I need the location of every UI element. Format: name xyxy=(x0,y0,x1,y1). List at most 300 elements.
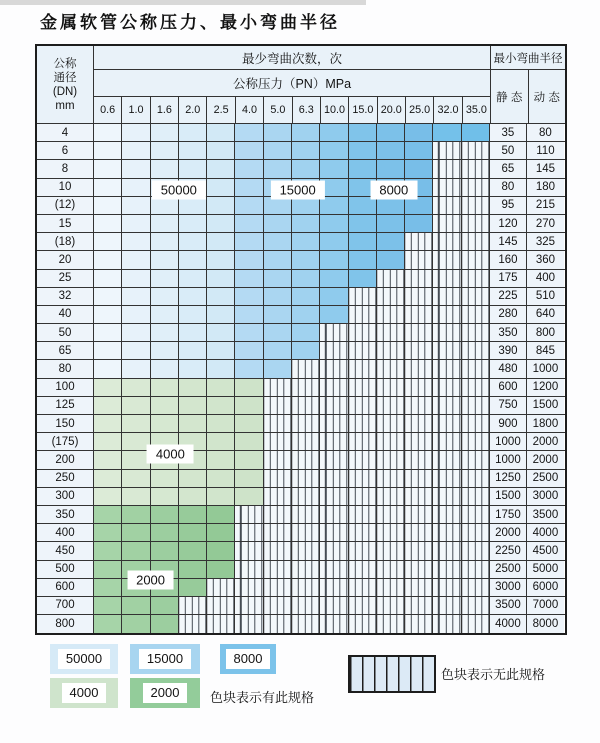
dynamic-value-cell: 1800 xyxy=(527,415,564,432)
dn-cell: 50 xyxy=(37,324,94,341)
pressure-cell xyxy=(235,124,263,141)
pressure-cell xyxy=(405,306,433,323)
dynamic-value-cell: 325 xyxy=(527,233,564,250)
pressure-cell xyxy=(94,397,122,414)
pressure-cell xyxy=(405,160,433,177)
pressure-cell xyxy=(349,142,377,159)
pressure-cell xyxy=(433,179,461,196)
static-value-cell: 80 xyxy=(490,179,527,196)
pressure-cell xyxy=(207,360,235,377)
pressure-cell xyxy=(179,233,207,250)
pressure-cell xyxy=(122,215,150,232)
pressure-cell xyxy=(94,379,122,396)
pressure-cell xyxy=(151,306,179,323)
pressure-cell xyxy=(207,233,235,250)
pressure-cell xyxy=(433,306,461,323)
pressure-cell xyxy=(433,360,461,377)
pressure-cell xyxy=(377,233,405,250)
table-row xyxy=(37,433,565,451)
dynamic-value-cell: 270 xyxy=(527,215,564,232)
top-window-strip xyxy=(0,0,366,5)
table-row xyxy=(37,415,565,433)
pressure-cell xyxy=(235,342,263,359)
pressure-column-header: 35.0 xyxy=(465,104,487,116)
pressure-cell xyxy=(405,615,433,633)
pressure-cell xyxy=(151,251,179,268)
pressure-cell xyxy=(264,524,292,541)
pressure-cell xyxy=(405,524,433,541)
pressure-cell xyxy=(264,415,292,432)
pressure-cell xyxy=(320,124,348,141)
pressure-cell xyxy=(122,179,150,196)
dynamic-value-cell: 400 xyxy=(527,270,564,287)
pressure-column-header: 15.0 xyxy=(349,97,377,123)
pressure-cell xyxy=(377,506,405,523)
dynamic-value-cell: 640 xyxy=(527,306,564,323)
pressure-cell xyxy=(94,324,122,341)
pressure-cell xyxy=(235,579,263,596)
pressure-cell xyxy=(122,506,150,523)
pressure-cell xyxy=(377,379,405,396)
pressure-cell xyxy=(264,506,292,523)
pressure-cell xyxy=(207,270,235,287)
legend-swatch xyxy=(50,678,118,708)
pressure-cell xyxy=(122,397,150,414)
table-row xyxy=(37,506,565,524)
table-row xyxy=(37,360,565,378)
pressure-cell xyxy=(349,306,377,323)
static-value-cell: 280 xyxy=(490,306,527,323)
pressure-column-header: 2.5 xyxy=(207,97,235,123)
pressure-cell xyxy=(349,561,377,578)
static-value-cell: 480 xyxy=(490,360,527,377)
dynamic-value-cell: 800 xyxy=(527,324,564,341)
pressure-cell xyxy=(179,615,207,633)
legend-swatch-value: 8000 xyxy=(226,649,271,669)
pressure-cell xyxy=(122,160,150,177)
pressure-cell xyxy=(405,470,433,487)
pressure-cell xyxy=(235,142,263,159)
pressure-cell xyxy=(151,524,179,541)
pressure-cell xyxy=(151,215,179,232)
pressure-cell xyxy=(320,561,348,578)
pressure-column-header: 25.0 xyxy=(406,97,434,123)
dynamic-value-cell: 110 xyxy=(527,142,564,159)
static-value-cell: 1500 xyxy=(490,488,527,505)
legend-swatch xyxy=(50,644,118,674)
table-row xyxy=(37,306,565,324)
pressure-cell xyxy=(377,488,405,505)
table-row xyxy=(37,579,565,597)
static-value-cell: 160 xyxy=(490,251,527,268)
pressure-cell xyxy=(151,470,179,487)
pressure-cell xyxy=(462,142,490,159)
pressure-cell xyxy=(235,197,263,214)
dn-cell: 350 xyxy=(37,506,94,523)
header-dn-line: mm xyxy=(55,99,75,112)
pressure-cell xyxy=(207,488,235,505)
pressure-cell xyxy=(151,342,179,359)
pressure-cell xyxy=(349,251,377,268)
dn-cell: 25 xyxy=(37,270,94,287)
pressure-cell xyxy=(292,524,320,541)
pressure-cell xyxy=(94,124,122,141)
pressure-cell xyxy=(94,561,122,578)
pressure-cell xyxy=(207,179,235,196)
legend-swatch-value: 2000 xyxy=(143,683,188,703)
legend-swatch xyxy=(130,644,200,674)
pressure-cell xyxy=(235,215,263,232)
pressure-cell xyxy=(462,470,490,487)
pressure-cell xyxy=(433,197,461,214)
pressure-cell xyxy=(264,397,292,414)
pressure-cell xyxy=(94,542,122,559)
pressure-cell xyxy=(207,415,235,432)
pressure-cell xyxy=(433,342,461,359)
pressure-cell xyxy=(207,433,235,450)
legend-has-spec-text: 色块表示有此规格 xyxy=(210,690,315,705)
header-dn xyxy=(37,46,94,123)
pressure-cell xyxy=(264,288,292,305)
table-row xyxy=(37,160,565,178)
header-dn-line: 通径 xyxy=(53,71,77,84)
pressure-cell xyxy=(405,324,433,341)
pressure-cell xyxy=(207,542,235,559)
zone-label: 8000 xyxy=(370,181,417,200)
pressure-column-header: 4.0 xyxy=(236,97,264,123)
pressure-cell xyxy=(264,379,292,396)
pressure-cell xyxy=(94,615,122,633)
pressure-cell xyxy=(94,342,122,359)
pressure-cell xyxy=(433,415,461,432)
pressure-cell xyxy=(433,251,461,268)
pressure-cell xyxy=(235,542,263,559)
page-title: 金属软管公称压力、最小弯曲半径 xyxy=(40,13,340,33)
pressure-cell xyxy=(264,451,292,468)
static-value-cell: 4000 xyxy=(490,615,527,633)
dynamic-value-cell: 845 xyxy=(527,342,564,359)
static-value-cell: 350 xyxy=(490,324,527,341)
pressure-cell xyxy=(320,451,348,468)
pressure-cell xyxy=(405,379,433,396)
pressure-cell xyxy=(320,415,348,432)
pressure-cell xyxy=(405,542,433,559)
pressure-cell xyxy=(94,233,122,250)
dn-cell: 150 xyxy=(37,415,94,432)
pressure-cell xyxy=(94,488,122,505)
pressure-cell xyxy=(433,506,461,523)
pressure-cell xyxy=(292,488,320,505)
table-row xyxy=(37,124,565,142)
pressure-cell xyxy=(235,488,263,505)
pressure-cell xyxy=(94,506,122,523)
pressure-cell xyxy=(433,451,461,468)
pressure-cell xyxy=(433,524,461,541)
pressure-cell xyxy=(405,288,433,305)
pressure-cell xyxy=(405,488,433,505)
dynamic-value-cell: 215 xyxy=(527,197,564,214)
pressure-cell xyxy=(207,306,235,323)
pressure-cell xyxy=(151,160,179,177)
pressure-cell xyxy=(264,270,292,287)
header-middle xyxy=(94,46,491,123)
pressure-cell xyxy=(207,451,235,468)
pressure-cell xyxy=(377,579,405,596)
pressure-cell xyxy=(264,615,292,633)
pressure-cell xyxy=(320,379,348,396)
table-body xyxy=(37,124,565,633)
pressure-cell xyxy=(377,397,405,414)
pressure-cell xyxy=(462,579,490,596)
pressure-cell xyxy=(151,270,179,287)
pressure-cell xyxy=(349,470,377,487)
pressure-cell xyxy=(462,233,490,250)
pressure-cell xyxy=(462,270,490,287)
pressure-cell xyxy=(292,342,320,359)
pressure-cell xyxy=(235,506,263,523)
pressure-cell xyxy=(462,488,490,505)
pressure-cell xyxy=(462,433,490,450)
table-row xyxy=(37,379,565,397)
pressure-cell xyxy=(179,597,207,614)
pressure-cell xyxy=(122,360,150,377)
static-value-cell: 95 xyxy=(490,197,527,214)
pressure-cell xyxy=(207,397,235,414)
dynamic-value-cell: 360 xyxy=(527,251,564,268)
dn-cell: 700 xyxy=(37,597,94,614)
pressure-cell xyxy=(462,615,490,633)
pressure-cell xyxy=(122,270,150,287)
static-value-cell: 1750 xyxy=(490,506,527,523)
pressure-cell xyxy=(122,597,150,614)
dynamic-value-cell: 2000 xyxy=(527,451,564,468)
pressure-column-header: 5.0 xyxy=(264,97,292,123)
pressure-cell xyxy=(264,342,292,359)
pressure-cell xyxy=(320,397,348,414)
pressure-cell xyxy=(264,360,292,377)
pressure-cell xyxy=(377,160,405,177)
pressure-cell xyxy=(292,270,320,287)
pressure-cell xyxy=(292,597,320,614)
pressure-cell xyxy=(462,215,490,232)
pressure-cell xyxy=(235,561,263,578)
pressure-cell xyxy=(377,524,405,541)
pressure-column-header: 20.0 xyxy=(378,97,406,123)
pressure-cell xyxy=(462,251,490,268)
pressure-cell xyxy=(179,360,207,377)
dynamic-value-cell: 7000 xyxy=(527,597,564,614)
table-row xyxy=(37,542,565,560)
pressure-cell xyxy=(377,542,405,559)
pressure-cell xyxy=(433,233,461,250)
pressure-cell xyxy=(433,470,461,487)
zone-label: 4000 xyxy=(147,445,194,464)
pressure-cell xyxy=(264,542,292,559)
pressure-cell xyxy=(264,160,292,177)
pressure-cell xyxy=(349,288,377,305)
pressure-cell xyxy=(292,360,320,377)
pressure-cell xyxy=(179,506,207,523)
dn-cell: (18) xyxy=(37,233,94,250)
pressure-cell xyxy=(151,597,179,614)
pressure-cell xyxy=(235,179,263,196)
static-value-cell: 1000 xyxy=(490,433,527,450)
table-row xyxy=(37,215,565,233)
pressure-cell xyxy=(377,324,405,341)
pressure-cell xyxy=(207,142,235,159)
static-value-cell: 225 xyxy=(490,288,527,305)
dynamic-value-cell: 3000 xyxy=(527,488,564,505)
pressure-cell xyxy=(377,288,405,305)
table-header xyxy=(37,46,565,124)
pressure-cell xyxy=(377,561,405,578)
pressure-cell xyxy=(94,597,122,614)
pressure-cell xyxy=(235,233,263,250)
pressure-cell xyxy=(349,415,377,432)
pressure-cell xyxy=(94,579,122,596)
pressure-cell xyxy=(292,160,320,177)
pressure-cell xyxy=(433,379,461,396)
pressure-cell xyxy=(235,524,263,541)
legend-no-spec-swatch xyxy=(348,655,436,693)
legend-swatch-value: 15000 xyxy=(139,649,191,669)
pressure-cell xyxy=(320,360,348,377)
pressure-cell xyxy=(179,470,207,487)
pressure-cell xyxy=(207,215,235,232)
pressure-cell xyxy=(349,397,377,414)
static-value-cell: 50 xyxy=(490,142,527,159)
pressure-cell xyxy=(292,215,320,232)
static-value-cell: 35 xyxy=(490,124,527,141)
table-row xyxy=(37,270,565,288)
dn-cell: 125 xyxy=(37,397,94,414)
pressure-cell xyxy=(94,251,122,268)
pressure-cell xyxy=(433,215,461,232)
pressure-cell xyxy=(235,397,263,414)
pressure-cell xyxy=(94,160,122,177)
pressure-cell xyxy=(179,561,207,578)
pressure-cell xyxy=(151,142,179,159)
pressure-cell xyxy=(292,542,320,559)
pressure-cell xyxy=(264,433,292,450)
pressure-cell xyxy=(292,288,320,305)
pressure-cell xyxy=(207,524,235,541)
pressure-column-header: 2.0 xyxy=(179,97,207,123)
pressure-cell xyxy=(349,270,377,287)
dn-cell: 65 xyxy=(37,342,94,359)
pressure-cell xyxy=(433,615,461,633)
pressure-cell xyxy=(405,397,433,414)
pressure-cell xyxy=(405,233,433,250)
dn-cell: 6 xyxy=(37,142,94,159)
pressure-cell xyxy=(122,142,150,159)
table-row xyxy=(37,597,565,615)
dynamic-value-cell: 4500 xyxy=(527,542,564,559)
pressure-cell xyxy=(179,215,207,232)
pressure-cell xyxy=(235,470,263,487)
pressure-cell xyxy=(264,597,292,614)
pressure-cell xyxy=(462,342,490,359)
pressure-cell xyxy=(235,251,263,268)
pressure-cell xyxy=(349,233,377,250)
static-value-cell: 900 xyxy=(490,415,527,432)
pressure-cell xyxy=(462,179,490,196)
pressure-cell xyxy=(462,360,490,377)
pressure-cell xyxy=(377,251,405,268)
pressure-cell xyxy=(320,142,348,159)
pressure-cell xyxy=(207,124,235,141)
pressure-cell xyxy=(320,270,348,287)
pressure-cell xyxy=(320,215,348,232)
header-dn-line: 公称 xyxy=(53,57,77,70)
pressure-cell xyxy=(179,124,207,141)
pressure-cell xyxy=(433,270,461,287)
header-dynamic: 动 态 xyxy=(533,91,560,104)
pressure-cell xyxy=(405,360,433,377)
pressure-cell xyxy=(320,306,348,323)
pressure-cell xyxy=(94,470,122,487)
header-dn-line: (DN) xyxy=(52,85,78,98)
pressure-column-header: 10.0 xyxy=(321,97,349,123)
pressure-cell xyxy=(405,506,433,523)
pressure-cell xyxy=(122,542,150,559)
pressure-cell xyxy=(94,215,122,232)
pressure-cell xyxy=(349,488,377,505)
pressure-cell xyxy=(179,579,207,596)
pressure-cell xyxy=(292,306,320,323)
pressure-cell xyxy=(405,597,433,614)
dn-cell: 8 xyxy=(37,160,94,177)
pressure-cell xyxy=(264,488,292,505)
pressure-cell xyxy=(122,288,150,305)
dynamic-value-cell: 180 xyxy=(527,179,564,196)
table-row xyxy=(37,451,565,469)
pressure-cell xyxy=(179,342,207,359)
pressure-cell xyxy=(264,215,292,232)
header-bend-times: 最少弯曲次数，次 xyxy=(94,46,490,70)
pressure-cell xyxy=(179,270,207,287)
static-value-cell: 1000 xyxy=(490,451,527,468)
pressure-cell xyxy=(235,288,263,305)
pressure-cell xyxy=(122,379,150,396)
dn-cell: 32 xyxy=(37,288,94,305)
pressure-cell xyxy=(207,342,235,359)
pressure-cell xyxy=(320,233,348,250)
pressure-cell xyxy=(377,215,405,232)
pressure-cell xyxy=(151,397,179,414)
static-value-cell: 600 xyxy=(490,379,527,396)
dynamic-value-cell: 80 xyxy=(527,124,564,141)
header-pressure-values xyxy=(94,97,490,123)
dn-cell: 400 xyxy=(37,524,94,541)
pressure-cell xyxy=(433,288,461,305)
pressure-cell xyxy=(405,270,433,287)
pressure-cell xyxy=(179,306,207,323)
static-value-cell: 1250 xyxy=(490,470,527,487)
pressure-cell xyxy=(292,397,320,414)
dn-cell: 40 xyxy=(37,306,94,323)
pressure-cell xyxy=(349,124,377,141)
static-value-cell: 2000 xyxy=(490,524,527,541)
pressure-cell xyxy=(94,415,122,432)
dynamic-value-cell: 2000 xyxy=(527,433,564,450)
dn-cell: 80 xyxy=(37,360,94,377)
pressure-cell xyxy=(122,524,150,541)
pressure-cell xyxy=(292,124,320,141)
pressure-cell xyxy=(320,597,348,614)
dynamic-value-cell: 4000 xyxy=(527,524,564,541)
pressure-cell xyxy=(179,488,207,505)
